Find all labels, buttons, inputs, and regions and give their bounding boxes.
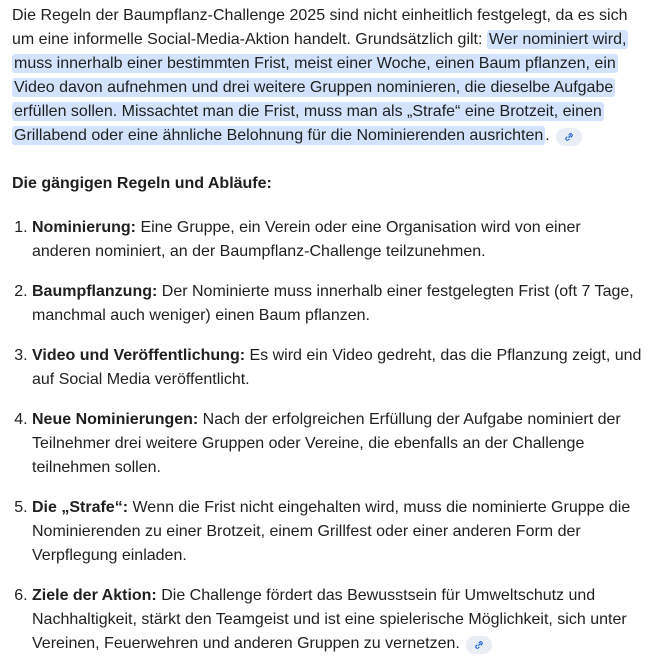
item-text: Die Challenge fördert das Bewusstsein für Umweltschutz und Nachhaltigkeit, stärkt den Teamgeist und ist eine spielerische Möglichkeit, sich unter Vereinen, Feuerwehren und anderen Gruppen zu vernetzen.: [32, 587, 627, 652]
section-heading: Die gängigen Regeln und Abläufe:: [12, 175, 272, 192]
item-term: Neue Nominierungen:: [32, 411, 199, 428]
intro-plain-text: Die Regeln der Baumpflanz-Challenge 2025 sind nicht einheitlich festgelegt, da es sich um eine informelle Social-Media-Aktion handelt. Grundsätzlich gilt:: [12, 7, 628, 48]
item-text: Wenn die Frist nicht eingehalten wird, muss die nominierte Gruppe die Nominierenden zu einer Brotzeit, einem Grillfest oder einer anderen Form der Verpflegung einladen.: [32, 499, 631, 564]
item-term: Die „Strafe“:: [32, 499, 129, 516]
item-text: Es wird ein Video gedreht, das die Pflanzung zeigt, und auf Social Media veröffentlicht.: [32, 347, 642, 388]
source-link-button[interactable]: [556, 128, 582, 146]
list-item: [32, 584, 643, 656]
intro-paragraph: [12, 4, 643, 148]
highlighted-passage[interactable]: Wer nominiert wird, muss innerhalb einer bestimmten Frist, meist einer Woche, einen Baum pflanzen, ein Video davon aufnehmen und drei weitere Gruppen nominieren, die dieselbe Aufgabe erfüllen sollen. Missachtet man die Frist, muss man als „Strafe“ eine Brotzeit, einen Grillabend oder eine ähnliche Belohnung für die Nominierenden ausrichten: [14, 31, 627, 144]
item-term: Baumpflanzung:: [32, 283, 158, 300]
rules-list: [12, 216, 643, 656]
intro-end: .: [545, 127, 550, 144]
list-item: [32, 496, 643, 568]
item-text: Nach der erfolgreichen Erfüllung der Aufgabe nominiert der Teilnehmer drei weitere Gruppen oder Vereine, die ebenfalls an der Challenge teilnehmen sollen.: [32, 411, 621, 476]
link-icon: [473, 639, 485, 651]
link-icon: [563, 131, 575, 143]
source-link-button[interactable]: [466, 636, 492, 654]
item-term: Nominierung:: [32, 219, 136, 236]
item-term: Video und Veröffentlichung:: [32, 347, 246, 364]
list-item: [32, 216, 643, 264]
item-term: Ziele der Aktion:: [32, 587, 157, 604]
item-text: Eine Gruppe, ein Verein oder eine Organisation wird von einer anderen nominiert, an der Baumpflanz-Challenge teilzunehmen.: [32, 219, 581, 260]
list-item: [32, 280, 643, 328]
item-text: Der Nominierte muss innerhalb einer festgelegten Frist (oft 7 Tage, manchmal auch weniger) einen Baum pflanzen.: [32, 283, 634, 324]
list-item: [32, 344, 643, 392]
list-item: [32, 408, 643, 480]
